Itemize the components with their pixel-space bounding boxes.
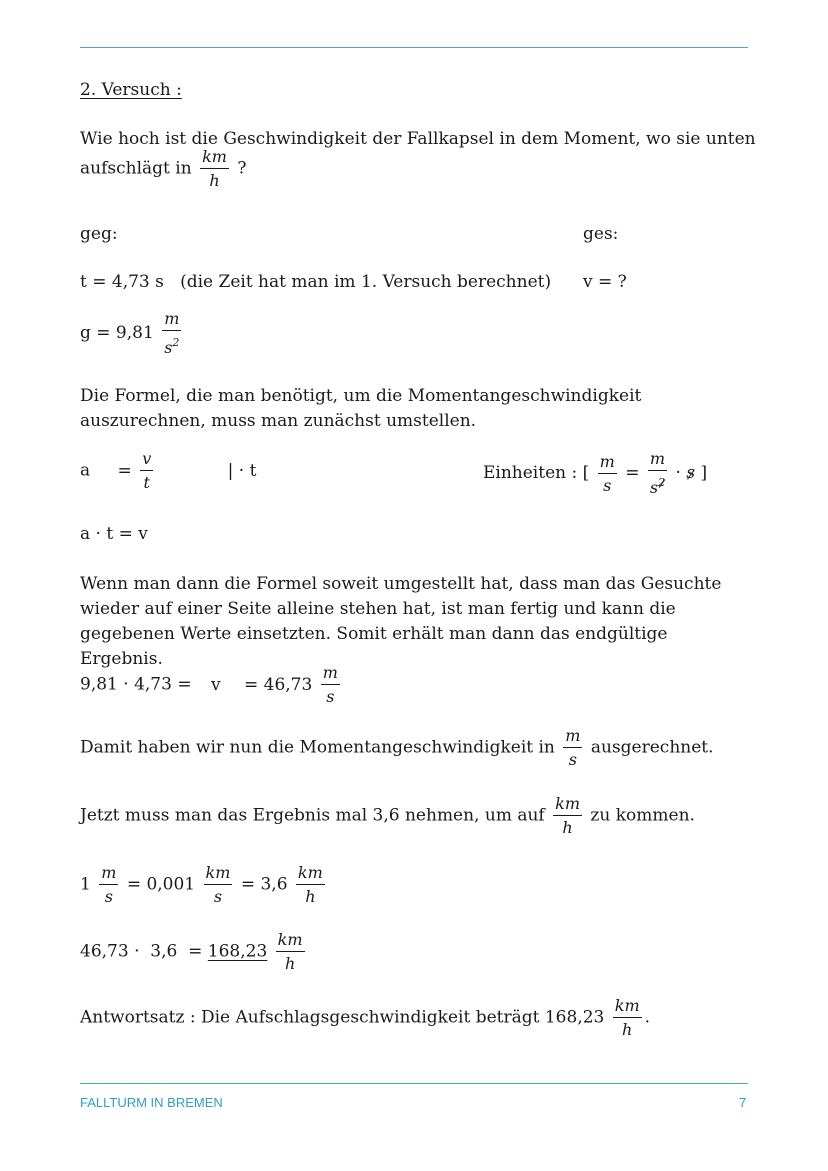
formula-line: a = $\frac{v}{t}$ | · t: [80, 449, 257, 492]
given-label: geg:: [80, 224, 118, 244]
explanation: Wenn man dann die Formel soweit umgestellt hat, dass man das Gesuchte wieder auf einer Seite alleine stehen hat, ist man fertig und kann die gegebenen Werte einsetzten. Somit erhält man dann das endgültige Ergebnis.: [80, 574, 722, 669]
question-line-1: Wie hoch ist die Geschwindigkeit der Fallkapsel in dem Moment, wo sie unten: [80, 129, 756, 149]
gravity-unit: $\frac{m}{s^2}$: [164, 309, 180, 357]
summary-ms: Damit haben wir nun die Momentangeschwindigkeit in $\frac{m}{s}$ ausgerechnet.: [80, 726, 714, 769]
summary-kmh: Jetzt muss man das Ergebnis mal 3,6 nehmen, um auf $\frac{km}{h}$ zu kommen.: [80, 794, 695, 837]
calculation-velocity: 9,81 · 4,73 = v = 46,73 $\frac{m}{s}$: [80, 663, 338, 706]
page-number: 7: [739, 1095, 747, 1110]
given-gravity: g = 9,81 $\frac{m}{s^2}$: [80, 309, 180, 357]
calculation-kmh: 46,73 · 3,6 = 168,23 $\frac{km}{h}$: [80, 930, 303, 973]
footer-title: FALLTURM IN BREMEN: [80, 1095, 223, 1110]
footer-rule: [80, 1083, 748, 1084]
formula-fraction: $\frac{v}{t}$: [142, 449, 152, 492]
final-result: 168,23: [207, 941, 268, 962]
section-heading: 2. Versuch :: [80, 80, 182, 100]
answer-sentence: Antwortsatz : Die Aufschlagsgeschwindigkeit beträgt 168,23 $\frac{km}{h}$ .: [80, 996, 651, 1039]
unit-fraction: $\frac{km}{h}$: [202, 147, 227, 190]
question-line-2: aufschlägt in $\frac{km}{h}$ ?: [80, 147, 247, 190]
sought-label: ges:: [583, 224, 619, 244]
unit-conversion: 1 $\frac{m}{s}$ = 0,001 $\frac{km}{s}$ = 3,6 $\frac{km}{h}$: [80, 863, 323, 906]
sought-velocity: v = ?: [583, 272, 627, 292]
units-check: Einheiten : [ $\frac{m}{s}$ = $\frac{m}{s^2}$ · s ]: [483, 449, 708, 497]
given-time: t = 4,73 s (die Zeit hat man im 1. Versuch berechnet): [80, 272, 552, 292]
header-rule: [80, 47, 748, 48]
formula-intro: Die Formel, die man benötigt, um die Momentangeschwindigkeit auszurechnen, muss man zunächst umstellen.: [80, 386, 642, 431]
rearranged-formula: a · t = v: [80, 524, 148, 544]
